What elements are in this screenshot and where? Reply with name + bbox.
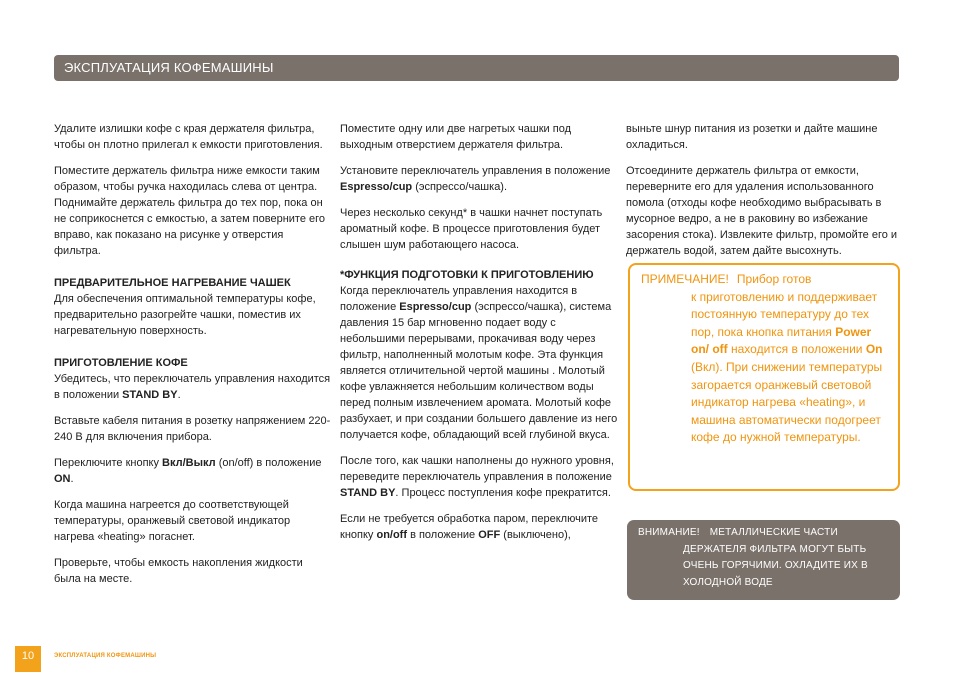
warning-text: ДЕРЖАТЕЛЯ ФИЛЬТРА МОГУТ БЫТЬ ОЧЕНЬ ГОРЯЧИМИ. ОХЛАДИТЕ ИХ В ХОЛОДНОЙ ВОДЕ <box>683 543 868 588</box>
note-first-line: Прибор готов <box>736 272 812 286</box>
paragraph: Через несколько секунд* в чашки начнет поступать ароматный кофе. В процессе приготовления будет слышен шум работающего насоса. <box>340 207 603 251</box>
paragraph: Поместите держатель фильтра ниже емкости таким образом, чтобы ручка находилась слева от центра. Поднимайте держатель фильтра до тех пор, пока он не соприкоснется с емкостью, а затем поверните его вправо, как показано на рисунке у отверстия фильтра. <box>54 165 326 257</box>
warning-box <box>627 520 900 600</box>
footer-section: ЭКСПЛУАТАЦИЯ КОФЕМАШИНЫ <box>54 653 157 659</box>
paragraph: Установите переключатель управления в положение Espresso/cup (эспрессо/чашка). <box>340 165 611 193</box>
paragraph: Если не требуется обработка паром, переключите кнопку on/off в положение OFF (выключено), <box>340 513 599 541</box>
warning-first-line: МЕТАЛЛИЧЕСКИЕ ЧАСТИ <box>709 527 838 538</box>
paragraph: Удалите излишки кофе с края держателя фильтра, чтобы он плотно прилегал к емкости приготовления. <box>54 123 323 151</box>
paragraph: Вставьте кабеля питания в розетку напряжением 220-240 В для включения прибора. <box>54 415 331 443</box>
paragraph: Убедитесь, что переключатель управления находится в положении STAND BY. <box>54 373 331 401</box>
note-label: ПРИМЕЧАНИЕ! <box>641 272 729 286</box>
section-title: ЭКСПЛУАТАЦИЯ КОФЕМАШИНЫ <box>64 60 274 75</box>
section-header <box>54 55 899 81</box>
page-number: 10 <box>15 646 41 672</box>
note-box <box>628 263 900 491</box>
paragraph: выньте шнур питания из розетки и дайте машине охладиться. <box>626 123 878 151</box>
paragraph: После того, как чашки наполнены до нужного уровня, переведите переключатель управления в положение STAND BY. Процесс поступления кофе прекратится. <box>340 455 614 499</box>
paragraph: Переключите кнопку Вкл/Выкл (on/off) в положение ON. <box>54 457 322 485</box>
paragraph: Отсоедините держатель фильтра от емкости, переверните его для удаления использованного помола (отходы кофе необходимо выбрасывать в мусорное ведро, а не в раковину во избежание засорения стока). Извлеките фильтр, промойте его и держатель водой, затем дайте высохнуть. <box>626 165 898 257</box>
heading-preheat: ПРЕДВАРИТЕЛЬНОЕ НАГРЕВАНИЕ ЧАШЕК <box>54 277 291 289</box>
paragraph: Для обеспечения оптимальной температуры кофе, предварительно разогрейте чашки, поместив их нагревательную поверхность. <box>54 293 316 337</box>
column-1 <box>54 121 332 597</box>
note-text: к приготовлению и поддерживает постоянную температуру до тех пор, пока кнопка питания Power on/ off находится в положении On (Вкл). При снижении температуры загорается оранжевый световой индикатор нагрева «heating», и машина автоматически подогреет кофе до нужной температуры. <box>691 289 883 445</box>
warning-label: ВНИМАНИЕ! <box>638 527 700 538</box>
heading-function: *ФУНКЦИЯ ПОДГОТОВКИ К ПРИГОТОВЛЕНИЮ <box>340 269 594 281</box>
paragraph: Поместите одну или две нагретых чашки под выходным отверстием держателя фильтра. <box>340 123 571 151</box>
heading-prepare: ПРИГОТОВЛЕНИЕ КОФЕ <box>54 357 188 369</box>
column-2 <box>340 121 618 553</box>
paragraph: Когда машина нагреется до соответствующей температуры, оранжевый световой индикатор нагрева «heating» погаснет. <box>54 499 291 543</box>
paragraph: Проверьте, чтобы емкость накопления жидкости была на месте. <box>54 557 303 585</box>
paragraph: Когда переключатель управления находится в положение Espresso/cup (эспрессо/чашка), система давления 15 бар мгновенно подает воду с небольшими перерывами, прокачивая воду через фильтр, наполненный молотым кофе. Эта функция является отличительной чертой машины . Молотый кофе увлажняется небольшим количеством воды перед полным извлечением аромата. Молотый кофе разбухает, и при создании большего давление из него получается кофе, обладающий всей глубиной вкуса. <box>340 285 618 441</box>
column-3 <box>626 121 904 269</box>
